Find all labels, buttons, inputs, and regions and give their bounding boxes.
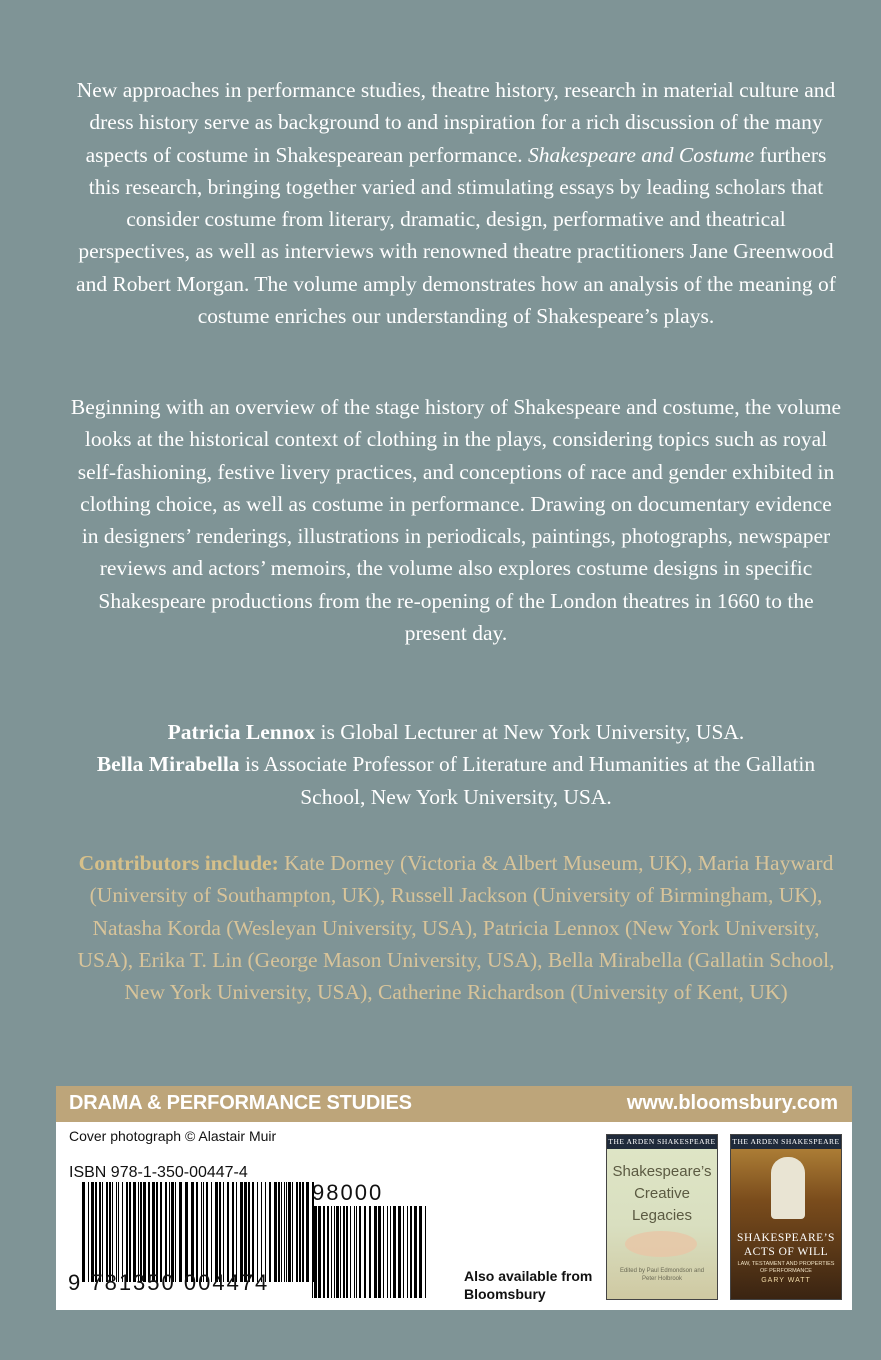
- contributors-paragraph: [70, 847, 842, 1008]
- book-title-italic: Shakespeare and Costume: [528, 142, 755, 167]
- book1-subtitle: Edited by Paul Edmondson and Peter Holbrook: [619, 1268, 705, 1282]
- contributors-label: Contributors include:: [78, 851, 279, 875]
- book2-author: GARY WATT: [761, 1277, 811, 1284]
- book2-title: SHAKESPEARE’S ACTS OF WILL: [737, 1232, 835, 1258]
- isbn-label: ISBN 978-1-350-00447-4: [69, 1164, 248, 1181]
- book2-subtitle: LAW, TESTAMENT AND PROPERTIES OF PERFORMANCE: [737, 1261, 835, 1274]
- back-panel: [56, 1122, 852, 1310]
- book1-cover-art: [625, 1231, 697, 1257]
- book1-series: THE ARDEN SHAKESPEARE: [607, 1135, 717, 1149]
- blurb-paragraph-2: Beginning with an overview of the stage history of Shakespeare and costume, the volume looks at the historical context of clothing in the plays, considering topics such as royal self-fashioning, festive livery practices, and conceptions of race and gender exhibited in clothing choice, as well as costume in performance. Drawing on documentary evidence in designers’ renderings, illustrations in periodicals, paintings, photographs, newspaper reviews and actors’ memoirs, the volume also explores costume designs in specific Shakespeare productions from the re-opening of the London theatres in 1660 to the present day.: [70, 395, 842, 646]
- photo-credit: Cover photograph © Alastair Muir: [69, 1128, 277, 1144]
- isbn-barcode: [82, 1182, 314, 1282]
- blurb-p1-text: New approaches in performance studies, theatre history, research in material culture and dress history serve as background to and inspiration for a rich discussion of the many aspects of costume in Shakespearean performance.: [76, 78, 836, 167]
- also-available-label: Also available from Bloomsbury: [464, 1268, 593, 1302]
- book-thumbnail-acts-of-will[interactable]: [730, 1134, 842, 1300]
- series-bar: [56, 1086, 852, 1122]
- blurb-p1-rest: furthers this research, bringing together varied and stimulating essays by leading scholars that consider costume from literary, dramatic, design, performative and theatrical perspectives, as well as interviews with renowned theatre practitioners Jane Greenwood and Robert Morgan. The volume amply demonstrates how an analysis of the meaning of costume enriches our understanding of Shakespeare’s plays.: [76, 142, 836, 329]
- website-link[interactable]: www.bloomsbury.com: [626, 1092, 838, 1114]
- price-barcode: [312, 1206, 428, 1298]
- blurb-paragraph-1: [70, 74, 842, 332]
- book2-cover-figure: [771, 1157, 805, 1219]
- price-code: 98000: [312, 1180, 384, 1205]
- book-thumbnail-creative-legacies[interactable]: [606, 1134, 718, 1300]
- book1-title: Shakespeare’s Creative Legacies: [612, 1163, 712, 1224]
- book2-series: THE ARDEN SHAKESPEARE: [731, 1135, 841, 1149]
- contributors-list: Kate Dorney (Victoria & Albert Museum, UK), Maria Hayward (University of Southampton, UK), Russell Jackson (University of Birmingham, UK), Natasha Korda (Wesleyan University, USA), Patricia Lennox (New York University, USA), Erika T. Lin (George Mason University, USA), Bella Mirabella (Gallatin School, New York University, USA), Catherine Richardson (University of Kent, UK): [77, 851, 835, 1005]
- editor1-desc: is Global Lecturer at New York University, USA.: [315, 720, 745, 744]
- editor1-name: Patricia Lennox: [167, 720, 316, 744]
- barcode-digits: 9 781350 004474: [68, 1270, 270, 1295]
- editor2-name: Bella Mirabella: [96, 752, 240, 777]
- series-label: DRAMA & PERFORMANCE STUDIES: [69, 1092, 412, 1114]
- editor2-desc: is Associate Professor of Literature and Humanities at the Gallatin School, New York University, USA.: [239, 752, 816, 809]
- editors-paragraph: [70, 716, 842, 813]
